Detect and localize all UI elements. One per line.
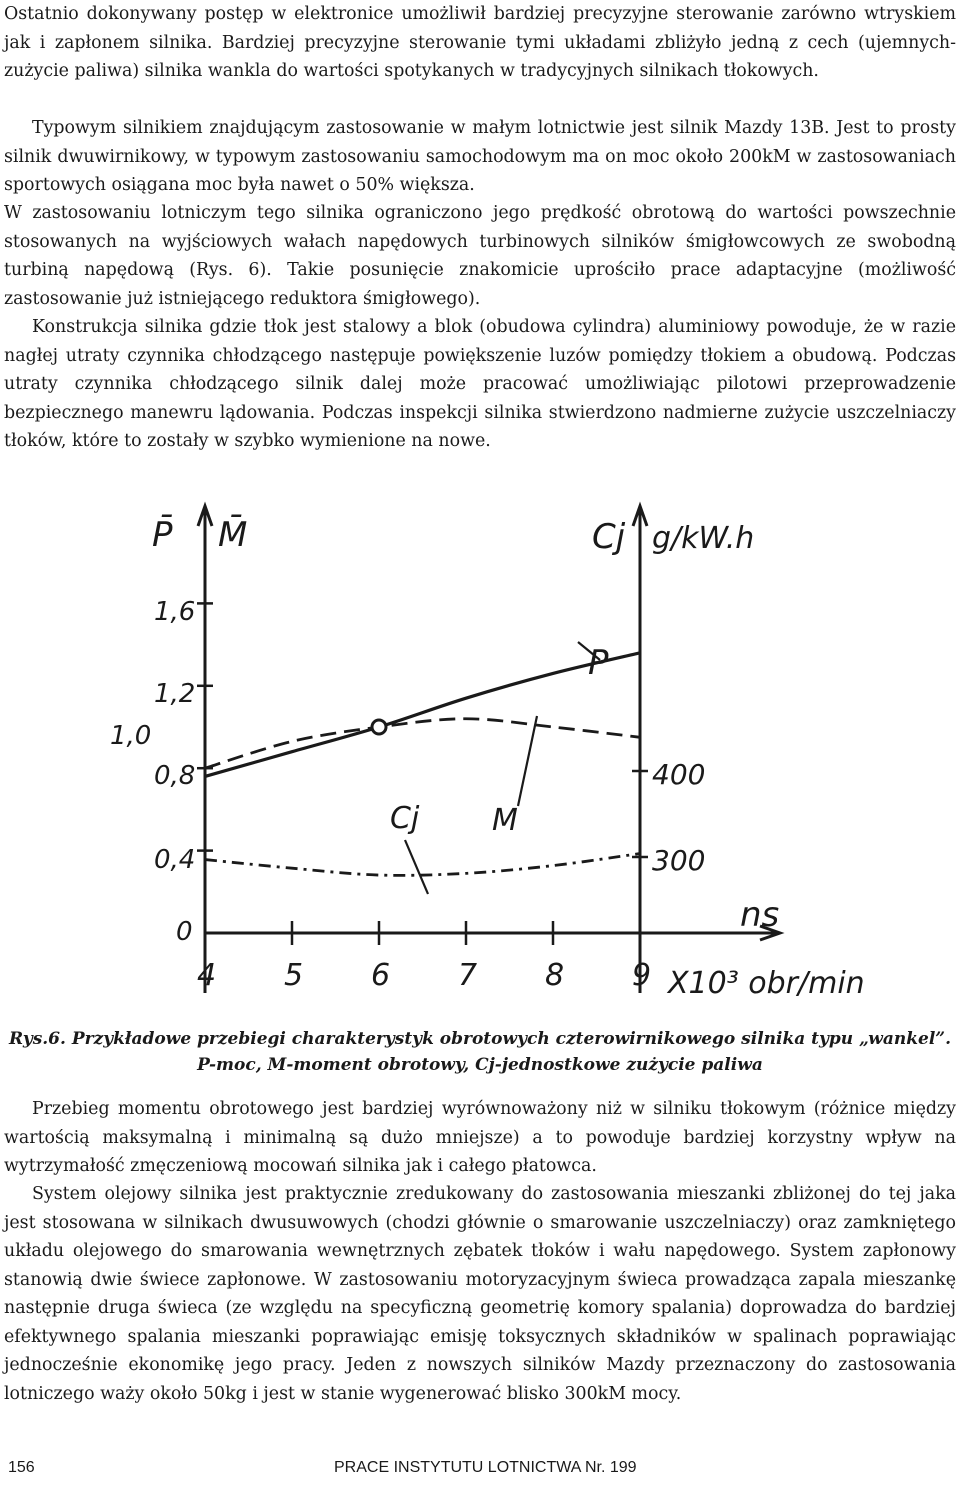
engine-characteristics-chart (110, 488, 865, 1018)
y-tick-0-8: 0,8 (154, 761, 196, 791)
y-tick-1-2: 1,2 (154, 679, 196, 709)
intersection-marker (372, 720, 386, 734)
curve-label-m: M (492, 803, 518, 838)
caption-line-1: Rys.6. Przykładowe przebiegi charakterystyk obrotowych czterowirnikowego silnika typu „wankel”. (8, 1029, 952, 1049)
curve-m (205, 719, 640, 768)
curve-label-p: P (588, 643, 609, 683)
y-tick-0: 0 (176, 917, 193, 947)
y-tick-0-4: 0,4 (154, 845, 196, 875)
curve-p (205, 653, 640, 777)
curve-label-cj: Cj (390, 801, 420, 836)
paragraph-2: Typowym silnikiem znajdującym zastosowanie w małym lotnictwie jest silnik Mazdy 13B. Jest to prosty silnik dwuwirnikowy, w typowym zastosowaniu samochodowym ma on moc około 200kM w zastosowaniach sportowych osiągana moc była nawet o 50% większa. (4, 118, 956, 195)
paragraph-6: System olejowy silnika jest praktycznie zredukowany do zastosowania mieszanki zbliżonej do tej jaka jest stosowana w silnikach dwusuwowych (chodzi głównie o smarowanie uszczelniaczy) oraz zamkniętego układu olejowego do smarowania wewnętrznych zębatek tłoków i wału napędowego. System zapłonowy stanowią dwie świece zapłonowe. W zastosowaniu motoryzacyjnym świeca prowadząca zapala mieszankę następnie druga świeca (ze względu na specyficzną geometrię komory spalania) doprowadza do bardziej efektywnego spalania mieszanki poprawiając emisję toksycznych składników w spalinach poprawiając jednocześnie ekonomikę jego pracy. Jeden z nowszych silników Mazdy przeznaczony do zastosowania lotniczego waży około 50kg i jest w stanie wygenerować blisko 300kM mocy. (4, 1184, 956, 1404)
paragraph-3: W zastosowaniu lotniczym tego silnika ograniczono jego prędkość obrotową do wartości powszechnie stosowanych na wyjściowych wałach napędowych turbinowych silników śmigłowcowych ze swobodną turbiną napędową (Rys. 6). Takie posunięcie znakomicie uprościło prace adaptacyjne (możliwość zastosowanie już istniejącego reduktora śmigłowego). (4, 203, 956, 309)
cj-label-pointer (405, 840, 428, 894)
y-left-label-m: M̄ (218, 515, 248, 555)
x-tick-label-5: 5 (284, 958, 304, 993)
paragraph-4: Konstrukcja silnika gdzie tłok jest stalowy a blok (obudowa cylindra) aluminiowy powoduje, że w razie nagłej utraty czynnika chłodzącego następuje powiększenie luzów pomiędzy tłokiem a obudową. Podczas utraty czynnika chłodzącego silnik dalej może pracować umożliwiając pilotowi przeprowadzenie bezpiecznego manewru lądowania. Podczas inspekcji silnika stwierdzono nadmierne zużycie uszczelniaczy tłoków, które to zostały w szybko wymienione na nowe. (4, 317, 956, 451)
axes (198, 506, 780, 993)
figure-caption (0, 1026, 960, 1078)
x-tick-label-4: 4 (197, 958, 217, 993)
y-tick-1-6: 1,6 (154, 597, 196, 627)
y-left-label-p: P̄ (152, 515, 173, 555)
y-right-label-cj: Cj (592, 517, 626, 557)
x-tick-label-8: 8 (545, 958, 565, 993)
m-label-pointer (518, 716, 537, 806)
x-axis-label: ns (740, 895, 780, 935)
y-tick-1-0: 1,0 (110, 721, 152, 751)
x-tick-label-9: 9 (632, 958, 652, 993)
y-right-unit: g/kW.h (652, 521, 755, 556)
curve-pointers (405, 642, 600, 894)
x-tick-label-7: 7 (458, 958, 478, 993)
paragraph-1: Ostatnio dokonywany postęp w elektronice umożliwił bardziej precyzyjne sterowanie zarówno wtryskiem jak i zapłonem silnika. Bardziej precyzyjne sterowanie tymi układami zbliżyło jedną z cech (ujemnych-zużycie paliwa) silnika wankla do wartości spotykanych w tradycyjnych silnikach tłokowych. (4, 4, 956, 81)
x-axis-unit: X10³ obr/min (668, 966, 865, 1001)
curve-cj (205, 854, 640, 876)
caption-line-2: P-moc, M-moment obrotowy, Cj-jednostkowe zużycie paliwa (197, 1055, 763, 1075)
x-tick-label-6: 6 (371, 958, 391, 993)
y-right-tick-400: 400 (652, 758, 706, 791)
page-number: 156 (8, 1459, 35, 1476)
journal-name: PRACE INSTYTUTU LOTNICTWA Nr. 199 (334, 1459, 637, 1476)
paragraph-5: Przebieg momentu obrotowego jest bardziej wyrównoważony niż w silniku tłokowym (różnice między wartością maksymalną i minimalną są dużo mniejsze) a to powoduje bardziej korzystny wpływ na wytrzymałość zmęczeniową mocowań silnika jak i całego płatowca. (4, 1099, 956, 1176)
y-right-tick-300: 300 (652, 844, 706, 877)
